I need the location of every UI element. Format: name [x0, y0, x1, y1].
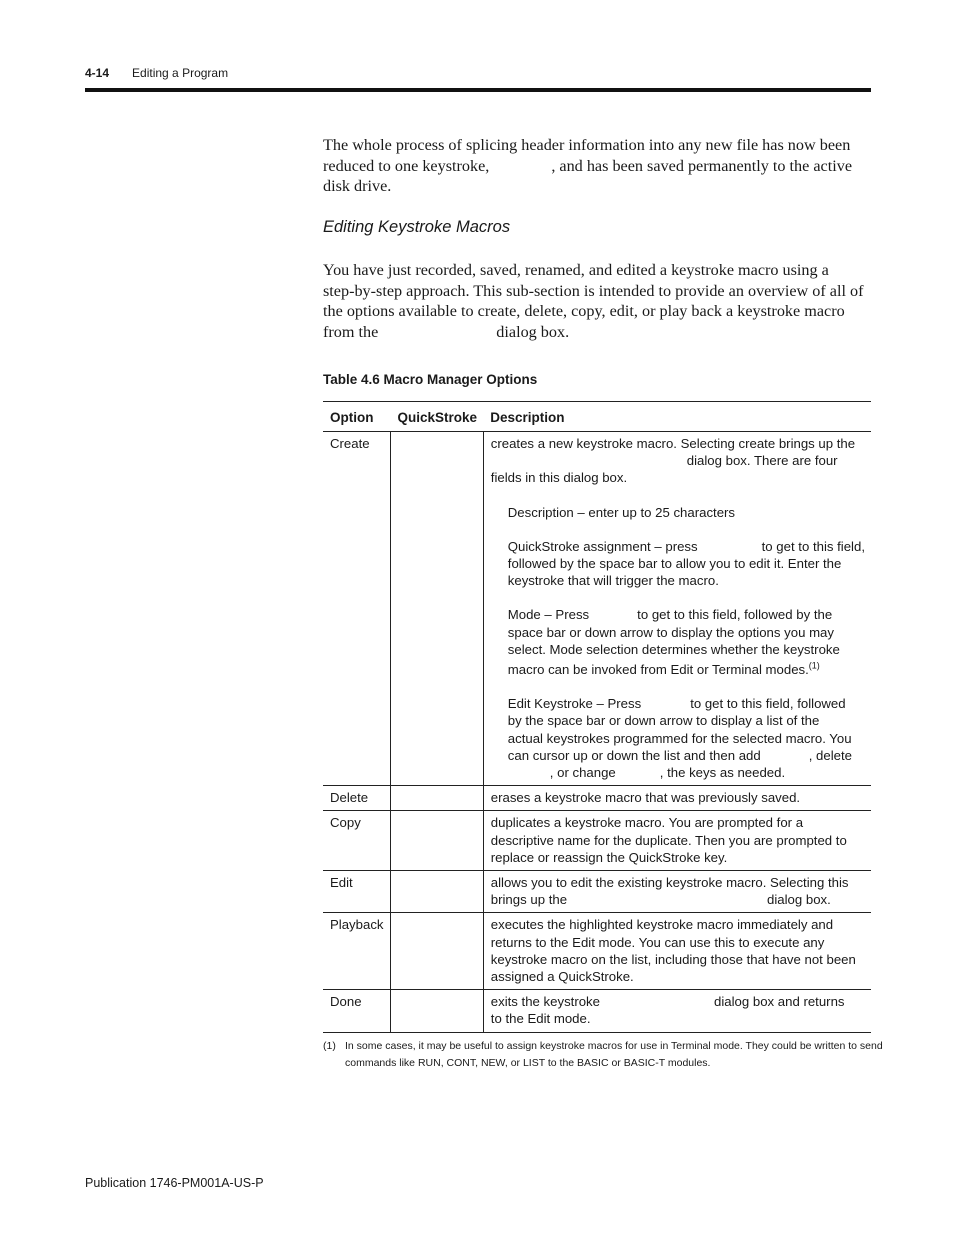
option-create: Create — [323, 432, 390, 786]
macro-manager-table — [323, 401, 871, 1033]
running-header — [85, 66, 228, 80]
quickstroke-done — [390, 990, 483, 1032]
header-rule — [85, 88, 871, 92]
option-playback: Playback — [323, 913, 390, 990]
footnote-mark: (1) — [323, 1040, 336, 1052]
overview-paragraph — [323, 260, 871, 342]
description-done: exits the keystroke dialog box and returns to the Edit mode. — [490, 994, 845, 1027]
quickstroke-playback — [390, 913, 483, 990]
table-row-delete — [323, 786, 871, 811]
footnote-ref: (1) — [808, 660, 820, 671]
description-playback: executes the highlighted keystroke macro immediately and returns to the Edit mode. You can use this to execute any keystroke macro on the list, including those that have not been assigned a QuickStroke. — [490, 917, 856, 985]
para1-line2a: reduced to one keystroke, — [323, 156, 490, 175]
option-done: Done — [323, 990, 390, 1032]
table-caption: Table 4.6 Macro Manager Options — [323, 372, 538, 387]
footnote-line2: commands like RUN, CONT, NEW, or LIST to the BASIC or BASIC-T modules. — [345, 1056, 711, 1069]
table-header-row — [323, 402, 871, 432]
option-delete: Delete — [323, 786, 390, 811]
option-copy: Copy — [323, 811, 390, 871]
header-title: Editing a Program — [132, 66, 229, 80]
create-intro-3: fields in this dialog box. — [490, 470, 628, 486]
description-delete: erases a keystroke macro that was previously saved. — [490, 790, 801, 806]
create-field-mode: Mode – Press to get to this field, followed by the space bar or down arrow to display the options you may select. Mode selection determines whether the keystroke macro can be invoked from Edit or Terminal modes.$^{(1)}$ — [507, 607, 840, 678]
para2-line4b: dialog box. — [496, 322, 570, 341]
para1-line3: disk drive. — [323, 177, 392, 195]
para2-line4a: from the — [323, 322, 379, 341]
description-copy: duplicates a keystroke macro. You are prompted for a descriptive name for the duplicate. Then you are prompted to replace or reassign the QuickStroke key. — [490, 815, 847, 865]
table-row-create — [323, 432, 871, 786]
description-edit: allows you to edit the existing keystroke macro. Selecting this brings up the dialog box. — [490, 875, 849, 908]
para1-line2b: , and has been saved permanently to the active — [551, 156, 853, 175]
page-number: 4-14 — [85, 66, 110, 80]
table-footnote — [323, 1038, 883, 1071]
para2-line3: the options available to create, delete, copy, edit, or play back a keystroke macro — [323, 302, 845, 320]
footnote-line1: In some cases, it may be useful to assign keystroke macros for use in Terminal mode. They could be written to send — [345, 1040, 883, 1052]
table-row-done — [323, 990, 871, 1032]
create-intro-2: dialog box. There are four — [686, 453, 838, 469]
table-row-edit — [323, 871, 871, 913]
description-create — [483, 432, 871, 786]
para2-line1: You have just recorded, saved, renamed, and edited a keystroke macro using a — [323, 261, 829, 279]
table-row-playback — [323, 913, 871, 990]
create-intro-1: creates a new keystroke macro. Selecting create brings up the — [490, 436, 856, 451]
quickstroke-copy — [390, 811, 483, 871]
quickstroke-delete — [390, 786, 483, 811]
header-option: Option — [330, 409, 374, 425]
create-field-edit-keystroke: Edit Keystroke – Press to get to this field, followed by the space bar or down arrow to display a list of the actual keystrokes programmed for the selected macro. You can cursor up or down the list and then add , delete , or change , the keys as needed. — [507, 696, 852, 781]
publication-footer: Publication 1746-PM001A-US-P — [85, 1176, 264, 1190]
para2-line2: step-by-step approach. This sub-section is intended to provide an overview of all of — [323, 281, 864, 300]
quickstroke-edit — [390, 871, 483, 913]
quickstroke-create — [390, 432, 483, 786]
create-field-description: Description – enter up to 25 characters — [507, 504, 736, 520]
para1-line1: The whole process of splicing header information into any new file has now been — [323, 136, 851, 154]
section-subheading: Editing Keystroke Macros — [323, 218, 511, 236]
header-quickstroke: QuickStroke — [397, 409, 477, 425]
create-field-quickstroke: QuickStroke assignment – press to get to this field, followed by the space bar to allow you to edit it. Enter the keystroke that will trigger the macro. — [507, 538, 865, 589]
intro-paragraph — [323, 135, 871, 197]
option-edit: Edit — [323, 871, 390, 913]
table-row-copy — [323, 811, 871, 871]
header-description: Description — [490, 409, 565, 425]
